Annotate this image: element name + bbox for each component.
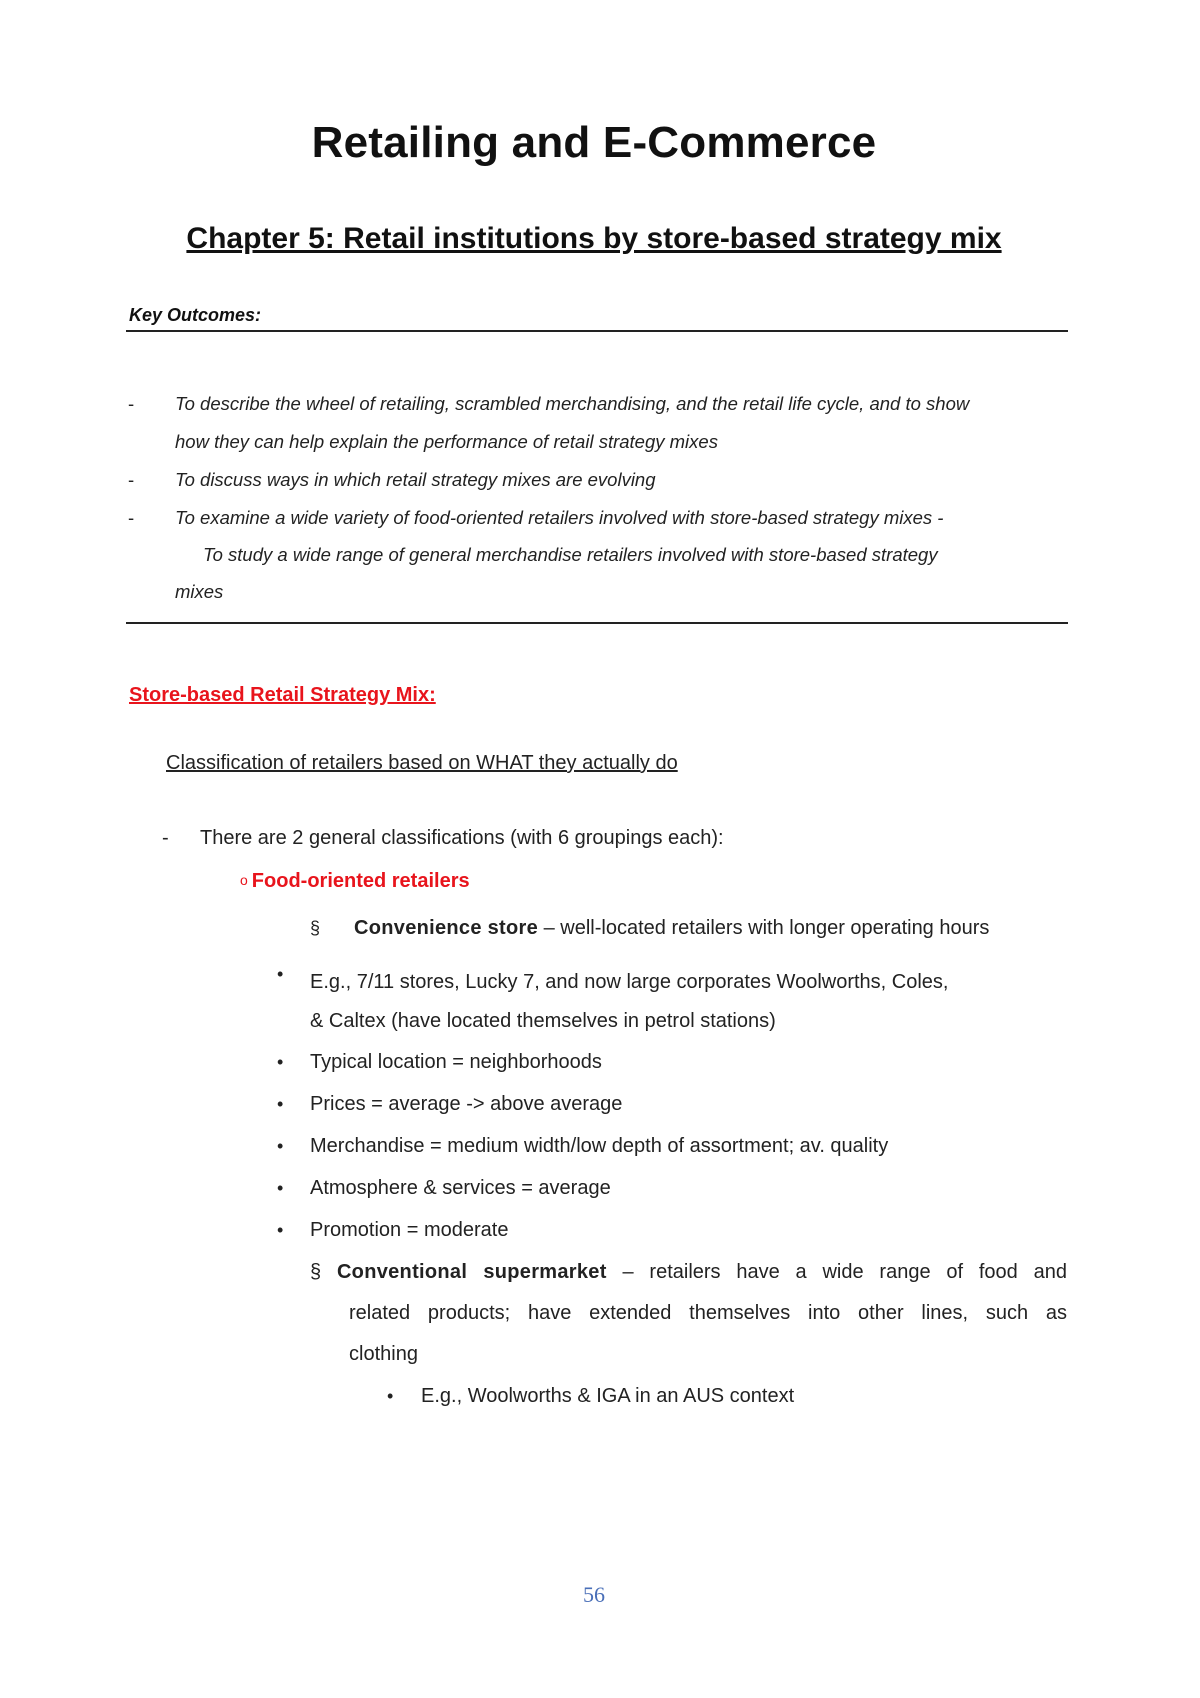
bottom-divider: [126, 622, 1068, 624]
general-point: There are 2 general classifications (with 6 groupings each):: [200, 827, 724, 849]
outcome-dash: -: [128, 469, 135, 490]
supermarket-desc: – retailers have a wide range of food and: [606, 1261, 1067, 1283]
bullet-mark: •: [277, 1178, 284, 1198]
bullet-text: Typical location = neighborhoods: [310, 1051, 602, 1073]
section-heading: Store-based Retail Strategy Mix:: [129, 684, 436, 706]
food-heading-label: Food-oriented retailers: [251, 870, 470, 892]
chapter-title: Chapter 5: Retail institutions by store-based strategy mix: [186, 222, 1002, 255]
conventional-supermarket-term: Conventional supermarket: [336, 1261, 607, 1283]
supermarket-line: [310, 1252, 1067, 1293]
supermarket-line: related products; have extended themselves into other lines, such as: [349, 1302, 1067, 1324]
key-outcomes-list: [126, 385, 1068, 610]
outcome-item: [126, 461, 1068, 499]
page-number: 56: [583, 1582, 605, 1607]
bullet-text: Merchandise = medium width/low depth of assortment; av. quality: [310, 1135, 889, 1157]
bullet-item: [310, 963, 948, 1041]
convenience-store-item: [354, 917, 989, 940]
outcome-item: [126, 385, 1068, 461]
bullet-mark: •: [277, 1136, 284, 1156]
general-dash: -: [162, 827, 169, 849]
conventional-supermarket-item: [310, 1252, 1067, 1375]
convenience-store-desc: – well-located retailers with longer operating hours: [538, 917, 990, 939]
outcome-dash: -: [128, 393, 135, 414]
outcome-text: To discuss ways in which retail strategy mixes are evolving: [175, 469, 656, 490]
bullet-mark: •: [277, 1094, 284, 1114]
bullet-text: Prices = average -> above average: [310, 1093, 623, 1115]
convenience-store-term: Convenience store: [354, 917, 539, 939]
food-heading: [240, 870, 470, 893]
circle-marker: o: [240, 872, 248, 888]
section-mark: §: [310, 1261, 322, 1283]
outcome-text: To examine a wide variety of food-oriented retailers involved with store-based strategy mixes -: [175, 507, 944, 528]
bullet-text: Atmosphere & services = average: [310, 1177, 611, 1199]
bullet-mark: •: [277, 1220, 284, 1240]
section-mark: §: [310, 918, 321, 938]
bullet-mark: •: [387, 1386, 394, 1406]
bullet-text: E.g., 7/11 stores, Lucky 7, and now large corporates Woolworths, Coles,: [310, 971, 949, 993]
bullet-mark: •: [277, 964, 284, 984]
outcome-dash: -: [128, 507, 135, 528]
classification-heading: Classification of retailers based on WHAT they actually do: [166, 752, 678, 774]
outcome-text: mixes: [175, 581, 224, 602]
outcome-item: [126, 499, 1068, 610]
key-outcomes-label: Key Outcomes:: [129, 305, 262, 325]
bullet-mark: •: [277, 1052, 284, 1072]
outcome-text: how they can help explain the performance of retail strategy mixes: [175, 431, 718, 452]
top-divider: [126, 330, 1068, 332]
supermarket-line: clothing: [349, 1343, 418, 1365]
page-title: Retailing and E-Commerce: [311, 118, 877, 167]
bullet-text: Promotion = moderate: [310, 1219, 509, 1241]
bullet-text: & Caltex (have located themselves in petrol stations): [310, 1010, 776, 1032]
outcome-text: To study a wide range of general merchandise retailers involved with store-based strategy: [203, 544, 938, 565]
outcome-text: To describe the wheel of retailing, scrambled merchandising, and the retail life cycle, and to show: [175, 393, 970, 414]
bullet-text: E.g., Woolworths & IGA in an AUS context: [421, 1385, 795, 1407]
